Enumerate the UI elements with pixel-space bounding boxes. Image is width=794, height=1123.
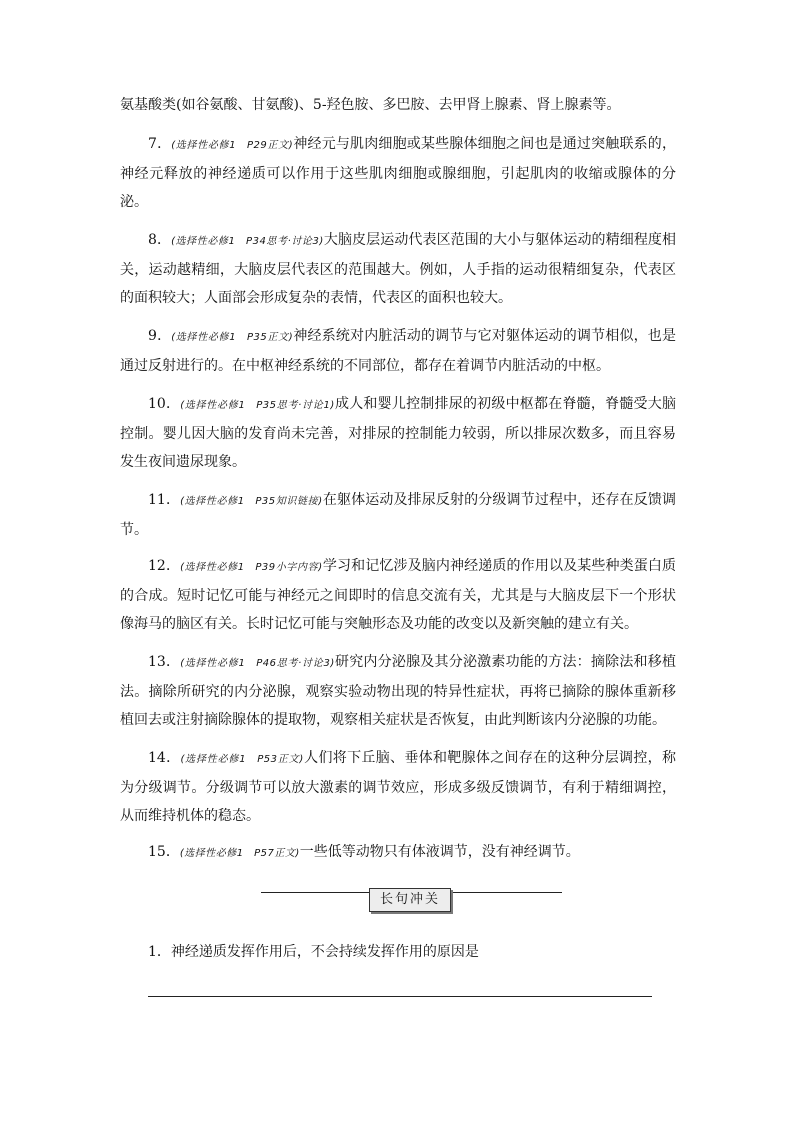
- source-reference: (选择性必修1 P46思考·讨论3): [180, 658, 335, 669]
- item-number: 10．: [148, 396, 181, 412]
- item-number: 9．: [148, 328, 172, 344]
- item-text: 成人和婴儿控制排尿的初级中枢都在脊髓，脊髓受大脑控制。婴儿因大脑的发育尚未完善，对排尿的控制能力较弱，所以排尿次数多，而且容易发生夜间遗尿现象。: [120, 396, 676, 470]
- item-text: 研究内分泌腺及其分泌激素功能的方法：摘除法和移植法。摘除所研究的内分泌腺，观察实验动物出现的特异性症状，再将已摘除的腺体重新移植回去或注射摘除腺体的提取物，观察相关症状是否恢复，由此判断该内分泌腺的功能。: [120, 654, 676, 728]
- paragraph-10: [120, 390, 676, 476]
- source-reference: (选择性必修1 P57正文): [179, 848, 300, 859]
- source-reference: (选择性必修1 P35正文): [171, 332, 294, 343]
- section-banner: 长句冲关: [369, 888, 451, 912]
- question-number: 1．: [148, 944, 171, 960]
- item-text: 人们将下丘脑、垂体和靶腺体之间存在的这种分层调控，称为分级调节。分级调节可以放大激素的调节效应，形成多级反馈调节，有利于精细调控，从而维持机体的稳态。: [120, 750, 676, 824]
- item-text: 神经元与肌肉细胞或某些腺体细胞之间也是通过突触联系的，神经元释放的神经递质可以作用于这些肌肉细胞或腺细胞，引起肌肉的收缩或腺体的分泌。: [120, 136, 676, 210]
- question-text: 神经递质发挥作用后，不会持续发挥作用的原因是: [170, 944, 479, 960]
- item-number: 11．: [148, 492, 181, 508]
- item-number: 7．: [148, 136, 172, 152]
- item-number: 14．: [148, 750, 181, 766]
- paragraph-11: [120, 486, 676, 544]
- source-reference: (选择性必修1 P29正文): [171, 140, 294, 151]
- item-number: 13．: [148, 654, 181, 670]
- paragraph-8: [120, 226, 676, 312]
- item-text: 在躯体运动及排尿反射的分级调节过程中，还存在反馈调节。: [120, 492, 676, 538]
- paragraph-12: [120, 552, 676, 638]
- item-text: 一些低等动物只有体液调节，没有神经调节。: [299, 844, 580, 860]
- paragraph-7: [120, 130, 676, 216]
- source-reference: (选择性必修1 P34思考·讨论3): [171, 236, 324, 247]
- item-text: 大脑皮层运动代表区范围的大小与躯体运动的精细程度相关，运动越精细，大脑皮层代表区的范围越大。例如，人手指的运动很精细复杂，代表区的面积较大；人面部会形成复杂的表情，代表区的面积也较大。: [120, 232, 676, 306]
- source-reference: (选择性必修1 P35知识链接): [180, 496, 323, 507]
- item-number: 15．: [148, 844, 180, 860]
- paragraph-6-continuation: 氨基酸类(如谷氨酸、甘氨酸)、5-羟色胺、多巴胺、去甲肾上腺素、肾上腺素等。: [120, 97, 621, 113]
- paragraph-15: [120, 838, 676, 868]
- source-reference: (选择性必修1 P35思考·讨论1): [180, 400, 335, 411]
- item-number: 12．: [148, 558, 181, 574]
- paragraph-13: [120, 648, 676, 734]
- item-text: 神经系统对内脏活动的调节与它对躯体运动的调节相似，也是通过反射进行的。在中枢神经系统的不同部位，都存在着调节内脏活动的中枢。: [120, 328, 676, 374]
- question-1: [120, 938, 676, 966]
- source-reference: (选择性必修1 P53正文): [180, 754, 304, 765]
- paragraph-9: [120, 322, 676, 380]
- answer-blank-line: [148, 996, 652, 997]
- paragraph-14: [120, 744, 676, 830]
- source-reference: (选择性必修1 P39小字内容): [180, 562, 323, 573]
- item-text: 学习和记忆涉及脑内神经递质的作用以及某些种类蛋白质的合成。短时记忆可能与神经元之间即时的信息交流有关，尤其是与大脑皮层下一个形状像海马的脑区有关。长时记忆可能与突触形态及功能的改变以及新突触的建立有关。: [120, 558, 676, 632]
- item-number: 8．: [148, 232, 172, 248]
